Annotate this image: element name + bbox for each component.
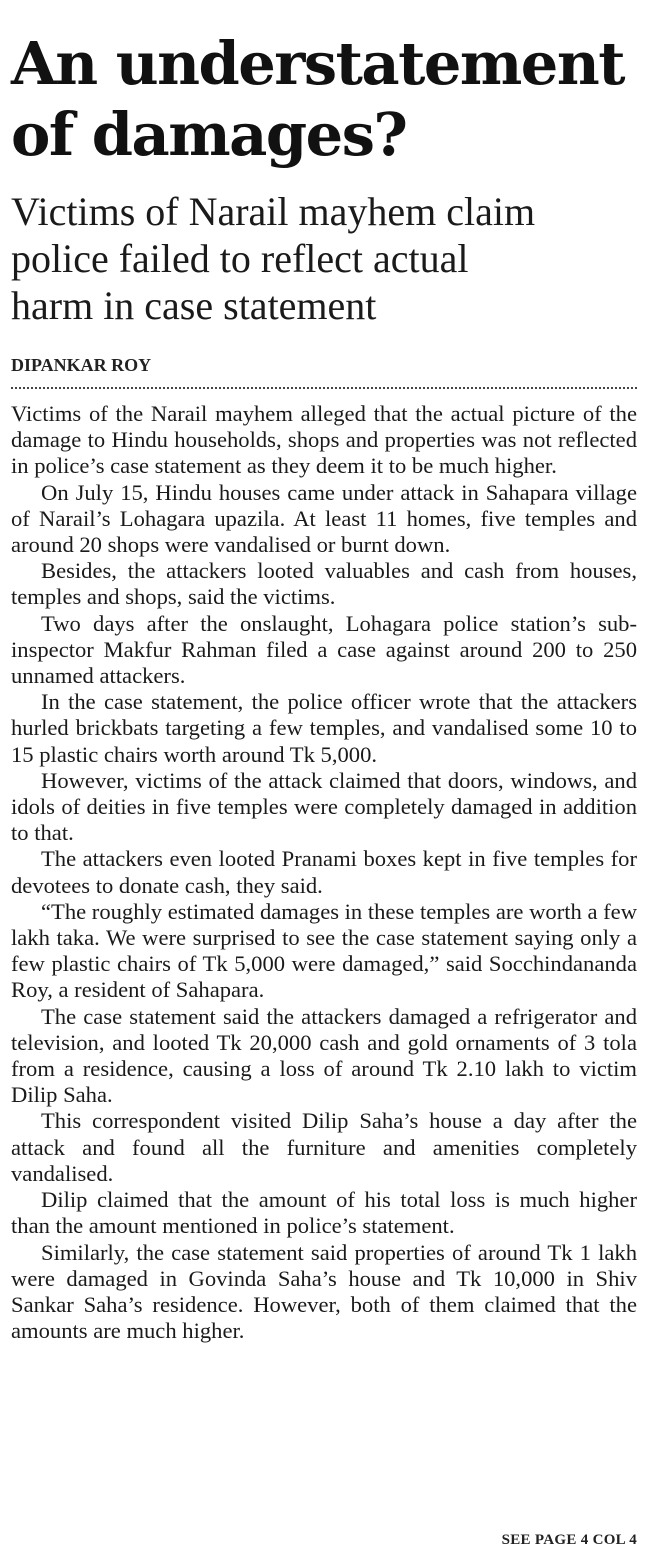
paragraph: In the case statement, the police officer wrote that the attackers hurled brickbats targeting a few temples, and vandalised some 10 to 15 plastic chairs worth around Tk 5,000. xyxy=(11,689,637,767)
subheadline xyxy=(11,188,637,329)
continued-on-page-note: SEE PAGE 4 COL 4 xyxy=(501,1532,637,1548)
paragraph: Dilip claimed that the amount of his total loss is much higher than the amount mentioned in police’s statement. xyxy=(11,1187,637,1239)
subheadline-line-3: harm in case statement xyxy=(11,283,377,328)
byline: DIPANKAR ROY xyxy=(11,355,152,375)
headline xyxy=(11,28,637,170)
article-body xyxy=(11,401,637,1344)
subheadline-line-1: Victims of Narail mayhem claim xyxy=(11,189,536,234)
subheadline-line-2: police failed to reflect actual xyxy=(11,236,469,281)
headline-line-1: An understatement xyxy=(11,29,624,98)
paragraph: The attackers even looted Pranami boxes kept in five temples for devotees to donate cash, they said. xyxy=(11,846,637,898)
paragraph: However, victims of the attack claimed that doors, windows, and idols of deities in five temples were completely damaged in addition to that. xyxy=(11,767,637,846)
paragraph: The case statement said the attackers damaged a refrigerator and television, and looted Tk 20,000 cash and gold ornaments of 3 tola from a residence, causing a loss of around Tk 2.10 lakh to victim Dilip Saha. xyxy=(11,1003,637,1108)
paragraph: This correspondent visited Dilip Saha’s house a day after the attack and found all the furniture and amenities completely vandalised. xyxy=(11,1108,637,1186)
paragraph: Similarly, the case statement said properties of around Tk 1 lakh were damaged in Govinda Saha’s house and Tk 10,000 in Shiv Sankar Saha’s residence. However, both of them claimed that the amounts are much higher. xyxy=(11,1239,637,1344)
paragraph: Two days after the onslaught, Lohagara police station’s sub-inspector Makfur Rahman filed a case against around 200 to 250 unnamed attackers. xyxy=(11,610,637,689)
paragraph: Besides, the attackers looted valuables and cash from houses, temples and shops, said the victims. xyxy=(11,558,637,610)
headline-line-2: of damages? xyxy=(11,100,407,169)
dotted-divider xyxy=(11,387,637,389)
paragraph: “The roughly estimated damages in these temples are worth a few lakh taka. We were surprised to see the case statement saying only a few plastic chairs of Tk 5,000 were damaged,” said Socchindananda Roy, a resident of Sahapara. xyxy=(11,898,638,1003)
news-article xyxy=(11,28,637,1344)
paragraph: On July 15, Hindu houses came under attack in Sahapara village of Narail’s Lohagara upazila. At least 11 homes, five temples and around 20 shops were vandalised or burnt down. xyxy=(11,479,637,558)
paragraph: Victims of the Narail mayhem alleged that the actual picture of the damage to Hindu households, shops and properties was not reflected in police’s case statement as they deem it to be much higher. xyxy=(11,401,637,479)
